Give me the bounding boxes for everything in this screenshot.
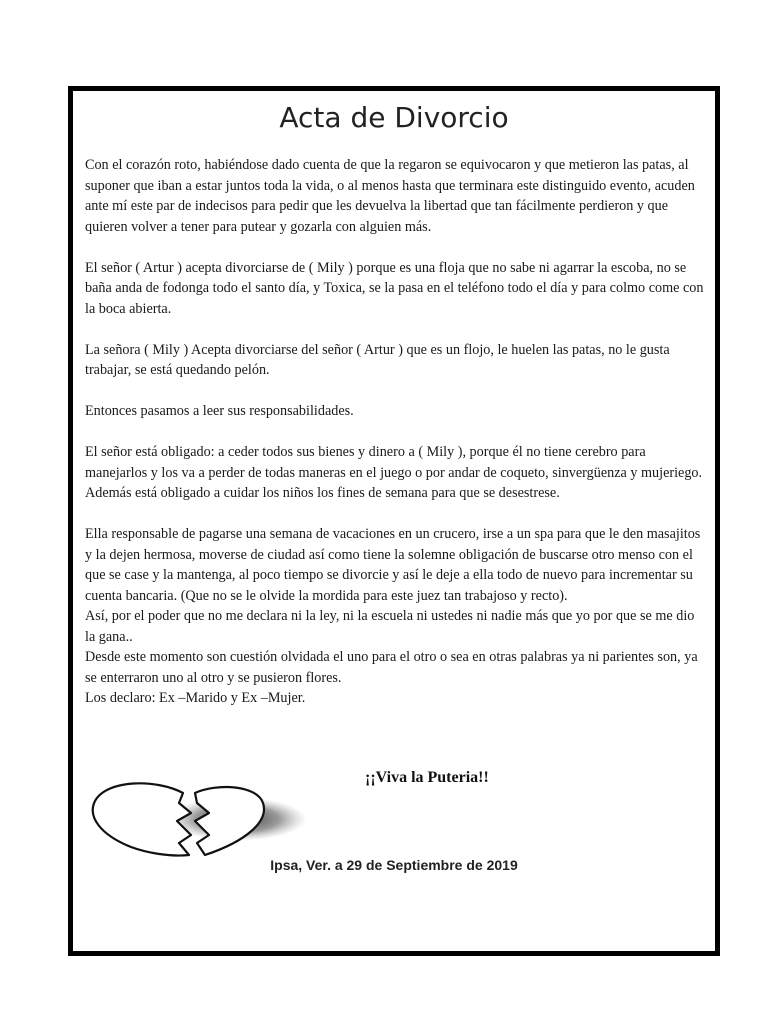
paragraph-husband-obligation: El señor está obligado: a ceder todos sus bienes y dinero a ( Mily ), porque él no tiene cerebro para manejarlos y los va a perder de todas maneras en el juego o por andar de coqueto, sinvergüenza y mujeriego.	[85, 444, 703, 481]
place-and-date: Ipsa, Ver. a 29 de Septiembre de 2019	[270, 857, 518, 873]
paragraph-forgotten: Desde este momento son cuestión olvidada el uno para el otro o sea en otras palabras ya ni parientes son, ya se enterraron uno al otro y se pusieron flores.	[85, 649, 698, 686]
paragraph-wife-obligation: Ella responsable de pagarse una semana de vacaciones en un crucero, irse a un spa para que le den masajitos y la dejen hermosa, moverse de ciudad así como tiene la solemne obligación de buscarse otro menso con el que se case y la mantenga, al poco tiempo se divorcie y así le deje a ella todo de nuevo para incrementar su cuenta bancaria. (Que no se le olvide la mordida para este juez tan trabajoso y recto).	[85, 526, 701, 604]
closing-exclamation: ¡¡Viva la Puteria!!	[365, 769, 489, 786]
broken-heart-icon	[87, 781, 307, 861]
paragraph-intro: Con el corazón roto, habiéndose dado cuenta de que la regaron se equivocaron y que metieron las patas, al suponer que iban a estar juntos toda la vida, o al menos hasta que terminara este distinguido evento, acuden ante mí este par de indecisos para pedir que les devuelva la libertad que tan fácilmente perdieron y que quieren volver a tener para putear y gozarla con alguien más.	[85, 157, 695, 235]
document-body	[85, 155, 705, 709]
paragraph-wife-accepts: La señora ( Mily ) Acepta divorciarse del señor ( Artur ) que es un flojo, le huelen las patas, no le gusta trabajar, se está quedando pelón.	[85, 341, 670, 378]
paragraph-responsibilities-intro: Entonces pasamos a leer sus responsabilidades.	[85, 403, 354, 419]
document-frame	[68, 86, 720, 956]
paragraph-husband-children: Además está obligado a cuidar los niños los fines de semana para que se desestrese.	[85, 485, 560, 501]
paragraph-declaration: Los declaro: Ex –Marido y Ex –Mujer.	[85, 690, 306, 706]
document-title: Acta de Divorcio	[279, 101, 509, 134]
paragraph-power: Así, por el poder que no me declara ni la ley, ni la escuela ni ustedes ni nadie más que yo por que se me dio la gana..	[85, 608, 695, 645]
paragraph-husband-accepts: El señor ( Artur ) acepta divorciarse de ( Mily ) porque es una floja que no sabe ni agarrar la escoba, no se baña anda de fodonga todo el santo día, y Toxica, se la pasa en el teléfono todo el día y para colmo come con la boca abierta.	[85, 259, 704, 317]
